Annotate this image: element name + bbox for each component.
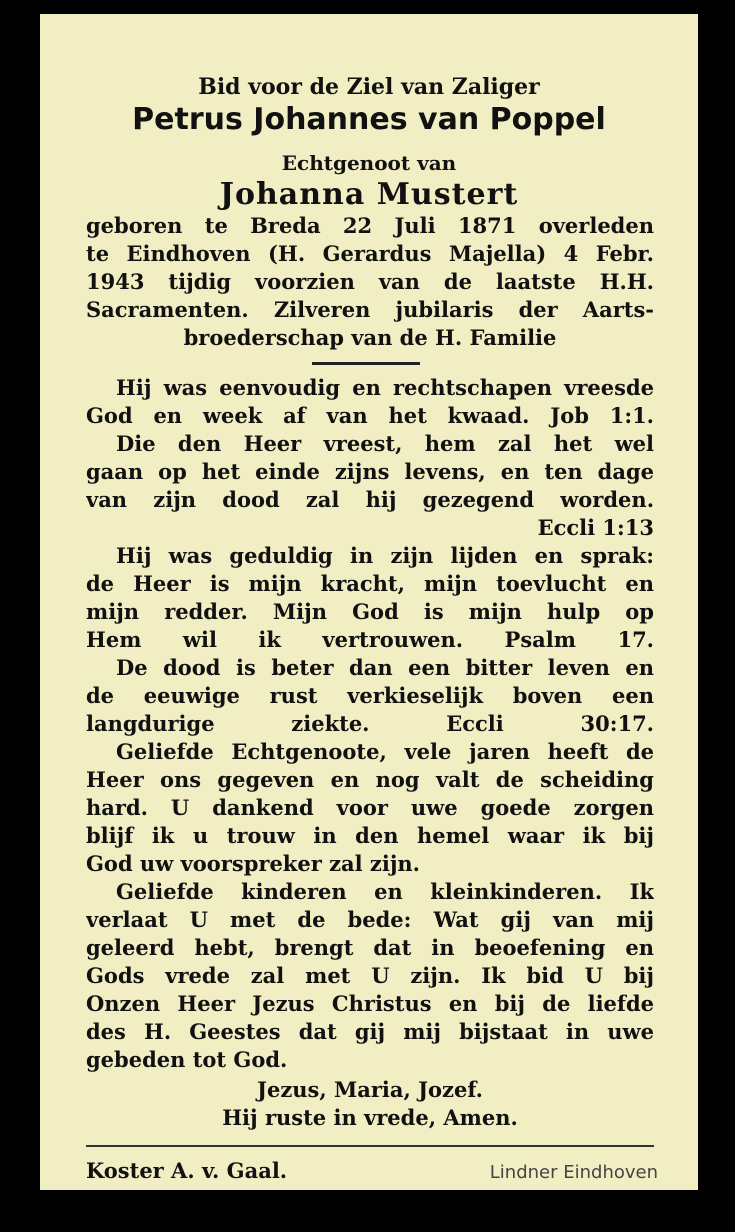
text-line: Heer ons gegeven en nog valt de scheiding <box>86 767 654 792</box>
closing-invocation: Jezus, Maria, Jozef. <box>257 1077 483 1102</box>
text-line: blijf ik u trouw in den hemel waar ik bij <box>86 823 654 848</box>
text-line: Gods vrede zal met U zijn. Ik bid U bij <box>86 963 654 988</box>
text-line: Die den Heer vreest, hem zal het wel <box>116 431 654 456</box>
text-line: God en week af van het kwaad. Job 1:1. <box>86 403 654 428</box>
spouse-name: Johanna Mustert <box>219 177 519 212</box>
memorial-card <box>40 14 698 1190</box>
bio-line: Sacramenten. Zilveren jubilaris der Aarts- <box>86 297 654 322</box>
footer-divider <box>86 1145 654 1147</box>
text-line: Geliefde Echtgenoote, vele jaren heeft de <box>116 739 654 764</box>
text-line: Geliefde kinderen en kleinkinderen. Ik <box>116 879 654 904</box>
text-line: langdurige ziekte. Eccli 30:17. <box>86 711 654 736</box>
closing-blessing: Hij ruste in vrede, Amen. <box>222 1105 518 1130</box>
text-line: de Heer is mijn kracht, mijn toevlucht en <box>86 571 654 596</box>
text-line: gebeden tot God. <box>86 1047 288 1072</box>
deceased-name: Petrus Johannes van Poppel <box>132 102 606 137</box>
sexton-credit: Koster A. v. Gaal. <box>86 1158 288 1183</box>
bio-line: broederschap van de H. Familie <box>183 325 557 350</box>
text-line: Hem wil ik vertrouwen. Psalm 17. <box>86 627 654 652</box>
text-line: De dood is beter dan een bitter leven en <box>116 655 654 680</box>
text-line: de eeuwige rust verkieselijk boven een <box>86 683 654 708</box>
text-line: God uw voorspreker zal zijn. <box>86 851 420 876</box>
text-line: geleerd hebt, brengt dat in beoefening en <box>86 935 654 960</box>
text-line: Hij was geduldig in zijn lijden en sprak: <box>116 543 654 568</box>
scripture-reference: Eccli 1:13 <box>537 515 654 540</box>
bio-line: geboren te Breda 22 Juli 1871 overleden <box>86 213 654 238</box>
text-line: des H. Geestes dat gij mij bijstaat in uwe <box>86 1019 654 1044</box>
text-line: Onzen Heer Jezus Christus en bij de liefde <box>86 991 654 1016</box>
bio-line: te Eindhoven (H. Gerardus Majella) 4 Febr. <box>86 241 654 266</box>
printer-credit: Lindner Eindhoven <box>489 1162 658 1183</box>
bio-line: 1943 tijdig voorzien van de laatste H.H. <box>86 269 654 294</box>
divider <box>312 362 420 365</box>
text-line: van zijn dood zal hij gezegend worden. <box>86 487 654 512</box>
prayer-intro: Bid voor de Ziel van Zaliger <box>198 74 540 100</box>
text-line: hard. U dankend voor uwe goede zorgen <box>86 795 654 820</box>
spouse-relation: Echtgenoot van <box>281 151 457 175</box>
text-line: verlaat U met de bede: Wat gij van mij <box>86 907 654 932</box>
text-line: gaan op het einde zijns levens, en ten dage <box>86 459 654 484</box>
text-line: mijn redder. Mijn God is mijn hulp op <box>86 599 654 624</box>
text-line: Hij was eenvoudig en rechtschapen vreesde <box>116 375 654 400</box>
